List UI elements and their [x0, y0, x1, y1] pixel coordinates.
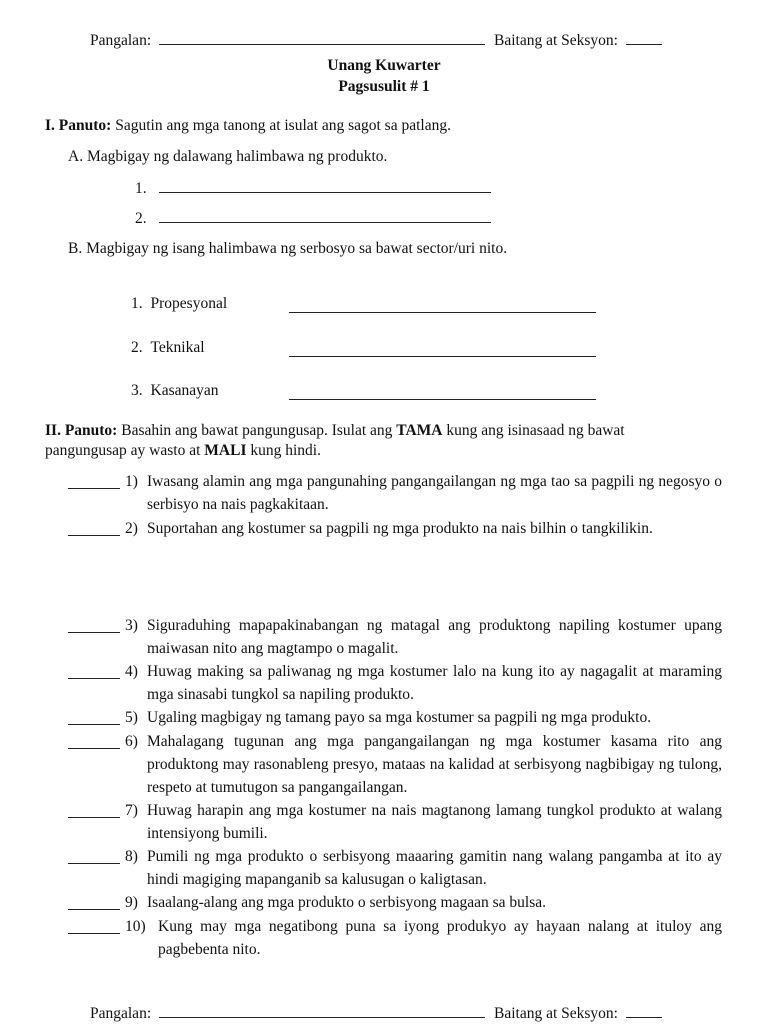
name-label: Pangalan: — [90, 32, 152, 49]
footer-name-field — [90, 1003, 485, 1023]
part1-b-item-3 — [131, 382, 219, 400]
grade-blank[interactable] — [626, 1003, 662, 1018]
item-number: 5) — [125, 709, 138, 726]
name-blank[interactable] — [159, 30, 485, 45]
item-number: 7) — [125, 802, 138, 819]
part1-a-question: A. Magbigay ng dalawang halimbawa ng produkto. — [68, 148, 388, 165]
statement-text: Isaalang-alang ang mga produkto o serbisyong magaan sa bulsa. — [147, 894, 547, 911]
name-label: Pangalan: — [90, 1005, 152, 1022]
part1-instruction — [45, 117, 451, 135]
item-number: 3. — [131, 382, 143, 399]
answer-blank[interactable] — [68, 618, 120, 633]
answer-blank[interactable] — [289, 342, 596, 357]
answer-blank[interactable] — [159, 208, 491, 223]
answer-blank[interactable] — [68, 919, 120, 934]
item-number: 6) — [125, 733, 138, 750]
answer-blank[interactable] — [68, 474, 120, 489]
part1-b-question: B. Magbigay ng isang halimbawa ng serbosyo sa bawat sector/uri nito. — [68, 240, 508, 257]
item-number: 9) — [125, 894, 138, 911]
item-number: 8) — [125, 848, 138, 865]
statement-text: Suportahan ang kostumer sa pagpili ng mga produkto na nais bilhin o tangkilikin. — [147, 520, 653, 537]
quiz-title: Pagsusulit # 1 — [338, 78, 430, 95]
statement-text: Siguraduhing mapapakinabangan ng matagal ang produktong napiling kostumer upang maiwasan nito ang magtampo o magalit. — [147, 617, 722, 657]
part1-a-item-2 — [135, 208, 491, 228]
part1-label: I. Panuto: — [45, 117, 112, 134]
part2-instruction-line2 — [45, 442, 321, 460]
part2-instruction-text: Basahin ang bawat pangungusap. Isulat ang — [121, 422, 393, 439]
item-number: 10) — [125, 918, 146, 935]
tama-keyword: TAMA — [396, 422, 443, 439]
part2-instruction-text: kung ang isinasaad ng bawat — [446, 422, 625, 439]
mali-keyword: MALI — [204, 442, 247, 459]
statement-text: Ugaling magbigay ng tamang payo sa mga kostumer sa pagpili ng mga produkto. — [147, 709, 652, 726]
statement-text: Iwasang alamin ang mga pangunahing pangangailangan ng mga tao sa pagpili ng negosyo o serbisyo na nais pagkakitaan. — [147, 473, 722, 513]
answer-blank[interactable] — [289, 385, 596, 400]
item-number: 4) — [125, 663, 138, 680]
item-label: Propesyonal — [150, 295, 228, 312]
part2-instruction-line1 — [45, 422, 625, 440]
item-label: Kasanayan — [150, 382, 219, 399]
answer-blank[interactable] — [68, 895, 120, 910]
item-label: Teknikal — [150, 339, 205, 356]
part2-label: II. Panuto: — [45, 422, 118, 439]
item-number: 1. — [131, 295, 143, 312]
statement-text: Mahalagang tugunan ang mga pangangailangan ng mga kostumer kasama rito ang produktong may rasonableng presyo, mataas na kalidad at serbisyong nagbibigay ng tulong, respeto at tumutugon sa pangangailangan. — [147, 733, 722, 796]
statement-text: Pumili ng mga produkto o serbisyong maaaring gamitin nang walang pangamba at ito ay hindi magiging mapanganib sa kalusugan o kaligtasan. — [147, 848, 722, 888]
part2-instruction-text: pangungusap ay wasto at — [45, 442, 201, 459]
statement-text: Huwag harapin ang mga kostumer na nais magtanong lamang tungkol produkto at walang intensiyong bumili. — [147, 802, 722, 842]
header-name-field — [90, 30, 485, 50]
item-number: 2. — [135, 210, 147, 227]
answer-blank[interactable] — [68, 521, 120, 536]
part1-b-item-1 — [131, 295, 227, 313]
statement-text: Kung may mga negatibong puna sa iyong produkyo ay hayaan nalang at ituloy ang pagbebenta nito. — [158, 918, 722, 958]
part1-b-item-2 — [131, 339, 205, 357]
answer-blank[interactable] — [68, 849, 120, 864]
footer-grade-field — [494, 1003, 662, 1023]
part2-instruction-text: kung hindi. — [250, 442, 321, 459]
item-number: 1. — [135, 180, 147, 197]
answer-blank[interactable] — [68, 710, 120, 725]
answer-blank[interactable] — [68, 803, 120, 818]
answer-blank[interactable] — [159, 178, 491, 193]
item-number: 3) — [125, 617, 138, 634]
part1-instruction-text: Sagutin ang mga tanong at isulat ang sagot sa patlang. — [115, 117, 451, 134]
answer-blank[interactable] — [289, 298, 596, 313]
answer-blank[interactable] — [68, 664, 120, 679]
name-blank[interactable] — [159, 1003, 485, 1018]
item-number: 2) — [125, 520, 138, 537]
grade-label: Baitang at Seksyon: — [494, 1005, 618, 1022]
header-grade-field — [494, 30, 662, 50]
quarter-title: Unang Kuwarter — [327, 57, 441, 74]
item-number: 2. — [131, 339, 143, 356]
statement-text: Huwag making sa paliwanag ng mga kostumer lalo na kung ito ay nagagalit at maraming mga sinasabi tungkol sa napiling produkto. — [147, 663, 722, 703]
answer-blank[interactable] — [68, 734, 120, 749]
grade-blank[interactable] — [626, 30, 662, 45]
part1-a-item-1 — [135, 178, 491, 198]
grade-label: Baitang at Seksyon: — [494, 32, 618, 49]
item-number: 1) — [125, 473, 138, 490]
